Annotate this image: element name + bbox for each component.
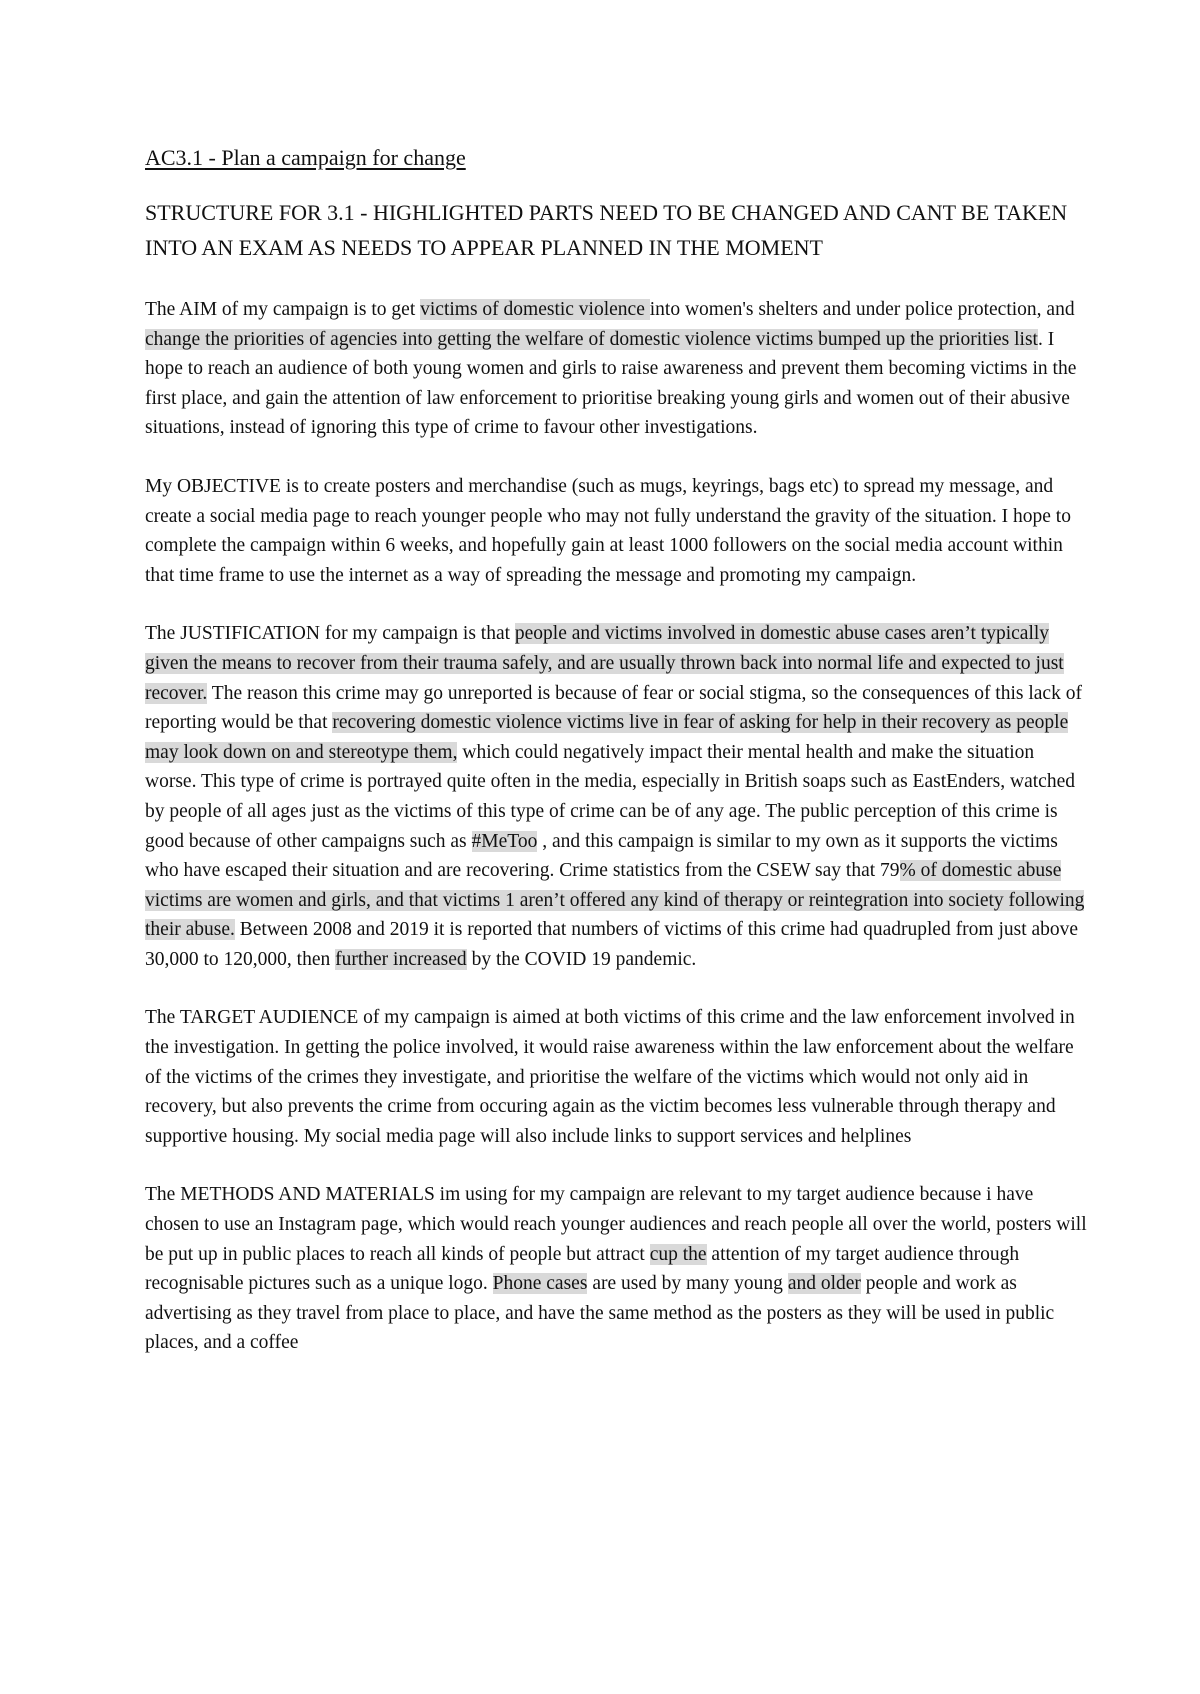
structure-heading: STRUCTURE FOR 3.1 - HIGHLIGHTED PARTS NEED TO BE CHANGED AND CANT BE TAKEN INTO AN EXAM AS NEEDS TO APPEAR PLANNED IN THE MOMENT bbox=[145, 200, 1068, 260]
methods-highlight-3: and older bbox=[787, 1273, 861, 1295]
methods-text-1: The METHODS AND MATERIALS im using for my campaign are relevant to my target audience because i have chosen to use an Instagram page, which would reach younger audiences and reach people all over the world, posters will be put up in public places to reach all kinds of people but attract bbox=[145, 1184, 1087, 1265]
aim-text-3: . I hope to reach an audience of both young women and girls to raise awareness and prevent them becoming victims in the first place, and gain the attention of law enforcement to prioritise breaking young girls and women out of their abusive situations, instead of ignoring this type of crime to favour other investigations. bbox=[145, 328, 1077, 439]
justification-highlight-4: % of domestic abuse victims are women and girls, and that victims 1 aren’t offered any kind of therapy or reintegration into society following their abuse. bbox=[145, 860, 1085, 941]
justification-highlight-2: recovering domestic violence victims live in fear of asking for help in their recovery as people may look down on and stereotype them, bbox=[145, 712, 1069, 763]
target-audience-text-1: The TARGET AUDIENCE of my campaign is aimed at both victims of this crime and the law enforcement involved in the investigation. In getting the police involved, it would raise awareness within the law enforcement about the welfare of the victims of the crimes they investigate, and prioritise the welfare of the victims which would not only aid in recovery, but also prevents the crime from occuring again as the victim becomes less vulnerable through therapy and supportive housing. My social media page will also include links to support services and helplines bbox=[145, 1007, 1075, 1147]
objective-text-1: My OBJECTIVE is to create posters and merchandise (such as mugs, keyrings, bags etc) to spread my message, and create a social media page to reach younger people who may not fully understand the gravity of the situation. I hope to complete the campaign within 6 weeks, and hopefully gain at least 1000 followers on the social media account within that time frame to use the internet as a way of spreading the message and promoting my campaign. bbox=[145, 475, 1071, 586]
justification-highlight-1: people and victims involved in domestic abuse cases aren’t typically given the means to recover from their trauma safely, and are usually thrown back into normal life and expected to just recover. bbox=[145, 623, 1064, 704]
aim-text-1: The AIM of my campaign is to get bbox=[145, 299, 421, 320]
objective-paragraph bbox=[145, 472, 1090, 590]
justification-highlight-3: #MeToo bbox=[471, 830, 538, 852]
aim-text-2: into women's shelters and under police protection, and bbox=[649, 299, 1075, 320]
justification-text-6: by the COVID 19 pandemic. bbox=[466, 948, 697, 970]
target-audience-paragraph bbox=[145, 1003, 1090, 1151]
justification-text-5: Between 2008 and 2019 it is reported that numbers of victims of this crime had quadrupled from just above 30,000 to 120,000, then bbox=[145, 919, 1079, 970]
justification-highlight-5: further increased bbox=[335, 948, 467, 970]
justification-paragraph bbox=[145, 619, 1090, 974]
methods-text-2: attention of my target audience through recognisable pictures such as a unique logo. bbox=[145, 1243, 1020, 1295]
justification-text-2: The reason this crime may go unreported is because of fear or social stigma, so the consequences of this lack of reporting would be that bbox=[145, 682, 1082, 734]
justification-text-4: , and this campaign is similar to my own as it supports the victims who have escaped their situation and are recovering. Crime statistics from the CSEW say that 79 bbox=[145, 830, 1058, 882]
justification-text-1: The JUSTIFICATION for my campaign is that bbox=[145, 623, 515, 645]
methods-highlight-1: cup the bbox=[649, 1243, 707, 1265]
methods-highlight-2: Phone cases bbox=[492, 1273, 588, 1295]
methods-text-4: people and work as advertising as they travel from place to place, and have the same method as the posters as they will be used in public places, and a coffee bbox=[145, 1273, 1055, 1354]
aim-highlight-2: change the priorities of agencies into getting the welfare of domestic violence victims bumped up the priorities list bbox=[145, 328, 1038, 350]
methods-paragraph bbox=[145, 1180, 1090, 1358]
document-page bbox=[145, 130, 1090, 1387]
aim-highlight-1: victims of domestic violence bbox=[420, 299, 650, 320]
document-title: AC3.1 - Plan a campaign for change bbox=[145, 145, 466, 170]
methods-text-3: are used by many young bbox=[587, 1273, 788, 1295]
aim-paragraph bbox=[145, 295, 1090, 443]
justification-text-3: which could negatively impact their mental health and make the situation worse. This type of crime is portrayed quite often in the media, especially in British soaps such as EastEnders, watched by people of all ages just as the victims of this type of crime can be of any age. The public perception of this crime is good because of other campaigns such as bbox=[145, 741, 1075, 852]
